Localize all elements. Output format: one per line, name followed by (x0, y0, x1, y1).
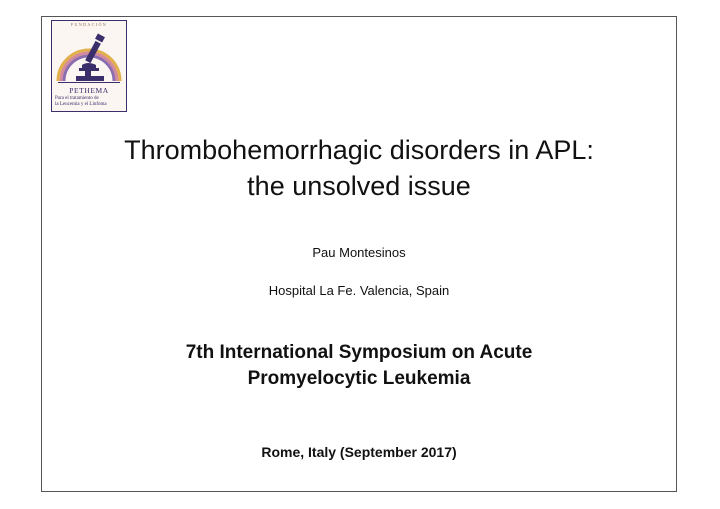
pethema-logo (51, 20, 127, 112)
slide-title-line2: the unsolved issue (247, 171, 471, 201)
logo-top-text: FUNDACIÓN (70, 22, 108, 27)
author-name: Pau Montesinos (312, 245, 406, 260)
slide-title (41, 132, 677, 204)
logo-subtitle (55, 96, 125, 108)
logo-subtitle-line2: la Leucemia y el Linfoma (55, 102, 107, 107)
event-location-date: Rome, Italy (September 2017) (261, 444, 457, 460)
event-title-line1: 7th International Symposium on Acute (185, 342, 533, 363)
logo-name: PETHEMA (69, 86, 109, 95)
event-title (41, 340, 677, 392)
slide-title-line1: Thrombohemorrhagic disorders in APL: (124, 135, 594, 165)
logo-subtitle-line1: Para el tratamiento de (55, 96, 99, 101)
event-title-line2: Promyelocytic Leukemia (247, 368, 471, 389)
author-affiliation: Hospital La Fe. Valencia, Spain (268, 283, 450, 298)
